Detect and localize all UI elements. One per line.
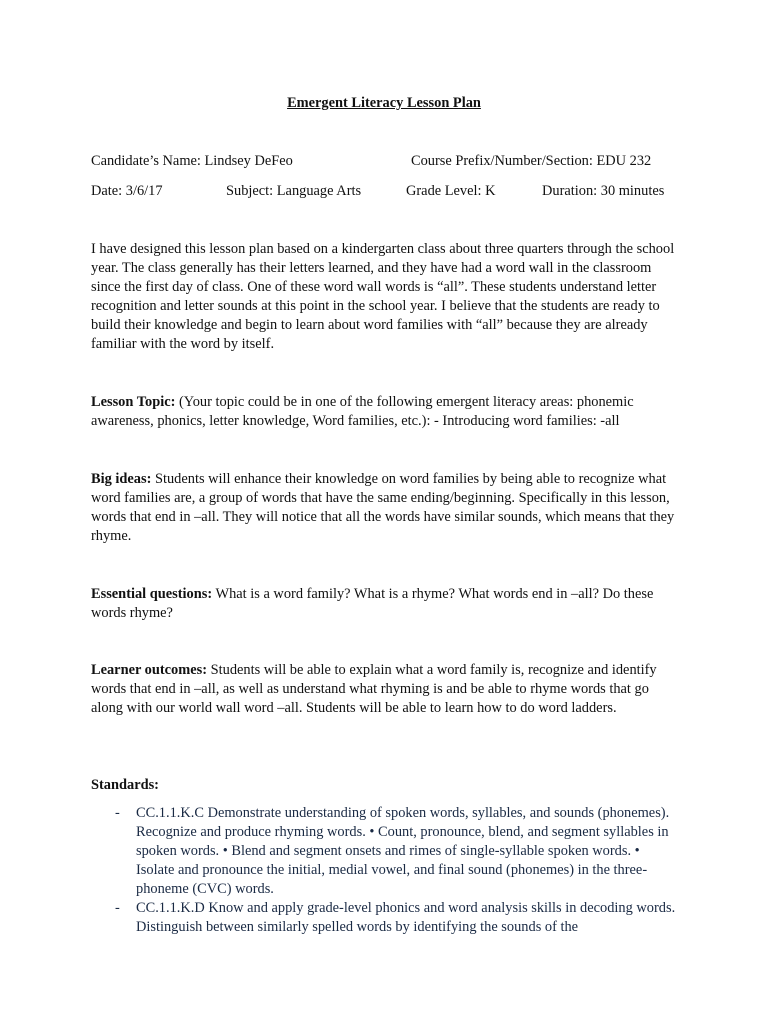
list-bullet: - <box>115 805 120 821</box>
essential-questions-text: What is a word family? What is a rhyme? What words end in –all? Do these words rhyme? <box>91 586 654 621</box>
lesson-date: Date: 3/6/17 <box>91 183 163 199</box>
standards-list <box>91 804 681 937</box>
course-section: Course Prefix/Number/Section: EDU 232 <box>411 153 652 169</box>
lesson-subject: Subject: Language Arts <box>226 183 362 199</box>
lesson-topic-label: Lesson Topic: <box>91 394 176 410</box>
candidate-name: Candidate’s Name: Lindsey DeFeo <box>91 153 293 169</box>
intro-paragraph: I have designed this lesson plan based on a kindergarten class about three quarters through the school year. The class generally has their letters learned, and they have had a word wall in the classroom since the first day of class. One of these word wall words is “all”. These students understand letter recognition and letter sounds at this point in the school year. I believe that the students are ready to build their knowledge and begin to learn about word families with “all” because they are already familiar with the word by itself. <box>91 241 675 352</box>
big-ideas-label: Big ideas: <box>91 471 152 487</box>
essential-questions-paragraph <box>91 585 681 623</box>
big-ideas-text: Students will enhance their knowledge on word families by being able to recognize what word families are, a group of words that have the same ending/beginning. Specifically in this lesson, words that end in –all. They will notice that all the words have similar sounds, which means that they rhyme. <box>91 471 675 544</box>
standard-text: CC.1.1.K.D Know and apply grade-level phonics and word analysis skills in decoding words. Distinguish between similarly spelled words by identifying the sounds of the <box>136 900 676 935</box>
learner-outcomes-label: Learner outcomes: <box>91 662 208 678</box>
document-title: Emergent Literacy Lesson Plan <box>287 95 481 111</box>
standards-heading: Standards: <box>91 777 159 793</box>
standard-item <box>91 899 681 937</box>
lesson-topic-paragraph <box>91 393 681 431</box>
big-ideas-paragraph <box>91 470 681 546</box>
learner-outcomes-text: Students will be able to explain what a word family is, recognize and identify words that end in –all, as well as understand what rhyming is and be able to rhyme words that go along with our world wall word –all. Students will be able to learn how to do word ladders. <box>91 662 657 716</box>
standard-item <box>91 804 681 899</box>
lesson-duration: Duration: 30 minutes <box>542 183 665 199</box>
learner-outcomes-paragraph <box>91 661 681 718</box>
lesson-topic-text: (Your topic could be in one of the following emergent literacy areas: phonemic awareness, phonics, letter knowledge, Word families, etc.): - Introducing word families: -all <box>91 394 634 429</box>
grade-level: Grade Level: K <box>406 183 496 199</box>
list-bullet: - <box>115 900 120 916</box>
standard-text: CC.1.1.K.C Demonstrate understanding of spoken words, syllables, and sounds (phonemes). Recognize and produce rhyming words. • Count, pronounce, blend, and segment syllables in spoken words. • Blend and segment onsets and rimes of single-syllable spoken words. • Isolate and pronounce the initial, medial vowel, and final sound (phonemes) in the three-phoneme (CVC) words. <box>136 805 670 897</box>
essential-questions-label: Essential questions: <box>91 586 213 602</box>
